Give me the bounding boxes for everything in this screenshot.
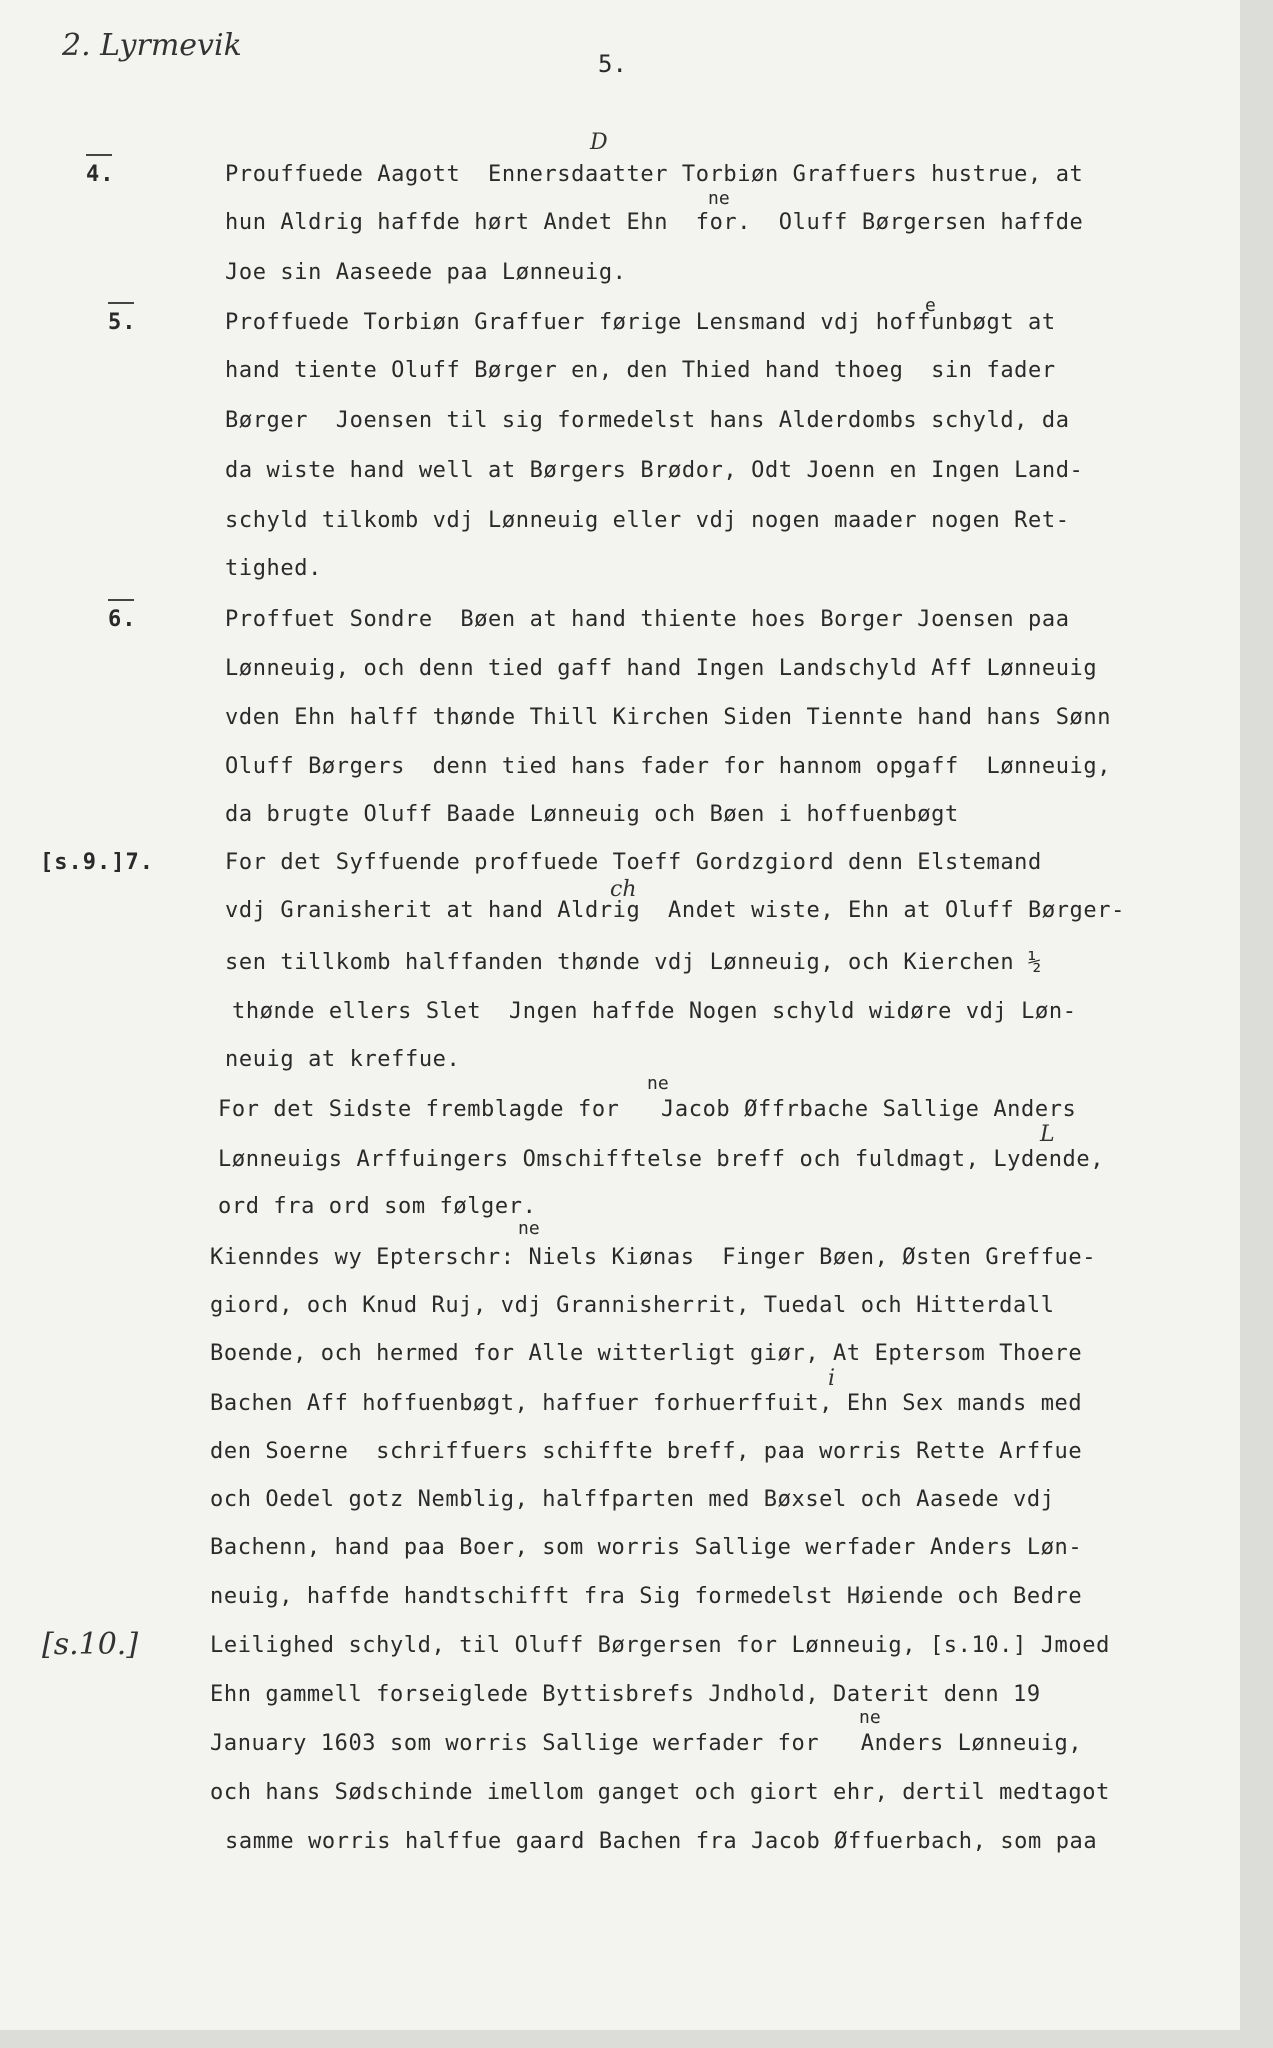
interlinear-note: ne [647, 1073, 669, 1094]
margin-note: [s.10.] [42, 1627, 139, 1662]
text-line: sen tillkomb halffanden thønde vdj Lønneuig, och Kierchen ½ [225, 950, 1042, 975]
text-line: vden Ehn halff thønde Thill Kirchen Siden Tiennte hand hans Sønn [225, 705, 1112, 730]
scan-border-bottom [0, 2030, 1273, 2048]
text-line: Kienndes wy Epterschr: Niels Kiønas Finger Bøen, Østen Greffue- [210, 1245, 1097, 1270]
text-line: den Soerne schriffuers schiffte breff, paa worris Rette Arffue [210, 1439, 1083, 1464]
text-line: och Oedel gotz Nemblig, halffparten med Bøxsel och Aasede vdj [210, 1487, 1055, 1512]
text-line: vdj Granisherit at hand Aldrig Andet wiste, Ehn at Oluff Børger- [225, 898, 1125, 923]
text-line: Ehn gammell forseiglede Byttisbrefs Jndhold, Daterit denn 19 [210, 1682, 1041, 1707]
interlinear-note: D [590, 130, 608, 155]
interlinear-note: ch [610, 877, 637, 902]
interlinear-note: i [828, 1366, 836, 1391]
text-line: da brugte Oluff Baade Lønneuig och Bøen i hoffuenbøgt [225, 802, 959, 827]
text-line: Proffuede Torbiøn Graffuer førige Lensmand vdj hoffunbøgt at [225, 310, 1056, 335]
text-line: ord fra ord som følger. [218, 1194, 537, 1219]
text-line: Leilighed schyld, til Oluff Børgersen for Lønneuig, [s.10.] Jmoed [210, 1633, 1110, 1658]
text-line: thønde ellers Slet Jngen haffde Nogen schyld widøre vdj Løn- [232, 999, 1077, 1024]
text-line: schyld tilkomb vdj Lønneuig eller vdj nogen maader nogen Ret- [225, 508, 1070, 533]
entry-number-4: 4. [86, 162, 115, 187]
text-line: Lønneuig, och denn tied gaff hand Ingen Landschyld Aff Lønneuig [225, 656, 1098, 681]
text-line: Proffuet Sondre Bøen at hand thiente hoes Borger Joensen paa [225, 607, 1070, 632]
text-line: Oluff Børgers denn tied hans fader for hannom opgaff Lønneuig, [225, 754, 1112, 779]
text-line: neuig, haffde handtschifft fra Sig formedelst Høiende och Bedre [210, 1584, 1083, 1609]
interlinear-note: ne [518, 1218, 540, 1239]
interlinear-note: L [1040, 1122, 1055, 1147]
text-line: hun Aldrig haffde hørt Andet Ehn for. Oluff Børgersen haffde [225, 210, 1084, 235]
text-line: neuig at kreffue. [225, 1047, 461, 1072]
text-line: For det Sidste fremblagde for Jacob Øffrbache Sallige Anders [218, 1097, 1077, 1122]
text-line: da wiste hand well at Børgers Brødor, Odt Joenn en Ingen Land- [225, 458, 1084, 483]
text-line: January 1603 som worris Sallige werfader for Anders Lønneuig, [210, 1731, 1083, 1756]
text-line: Lønneuigs Arffuingers Omschifftelse breff och fuldmagt, Lydende, [218, 1147, 1105, 1172]
text-line: samme worris halffue gaard Bachen fra Jacob Øffuerbach, som paa [225, 1829, 1098, 1854]
text-line: giord, och Knud Ruj, vdj Grannisherrit, Tuedal och Hitterdall [210, 1293, 1055, 1318]
text-line: Bachen Aff hoffuenbøgt, haffuer forhuerffuit, Ehn Sex mands med [210, 1391, 1083, 1416]
interlinear-note: e [925, 295, 936, 316]
interlinear-note: ne [708, 188, 730, 209]
text-line: och hans Sødschinde imellom ganget och giort ehr, dertil medtagot [210, 1780, 1110, 1805]
page-number: 5. [598, 50, 627, 78]
text-line: Prouffuede Aagott Ennersdaatter Torbiøn Graffuers hustrue, at [225, 162, 1084, 187]
entry-number-6: 6. [108, 607, 137, 632]
text-line: hand tiente Oluff Børger en, den Thied hand thoeg sin fader [225, 358, 1056, 383]
text-line: Boende, och hermed for Alle witterligt giør, At Eptersom Thoere [210, 1341, 1083, 1366]
text-line: Bachenn, hand paa Boer, som worris Sallige werfader Anders Løn- [210, 1535, 1083, 1560]
scan-border-right [1240, 0, 1273, 2048]
entry-number-7: [s.9.]7. [40, 850, 154, 875]
text-line: tighed. [225, 556, 322, 581]
text-line: Børger Joensen til sig formedelst hans Alderdombs schyld, da [225, 408, 1070, 433]
text-line: Joe sin Aaseede paa Lønneuig. [225, 260, 627, 285]
handwritten-header-note: 2. Lyrmevik [62, 28, 242, 63]
entry-number-5: 5. [108, 310, 137, 335]
interlinear-note: ne [859, 1707, 881, 1728]
text-line: For det Syffuende proffuede Toeff Gordzgiord denn Elstemand [225, 850, 1042, 875]
